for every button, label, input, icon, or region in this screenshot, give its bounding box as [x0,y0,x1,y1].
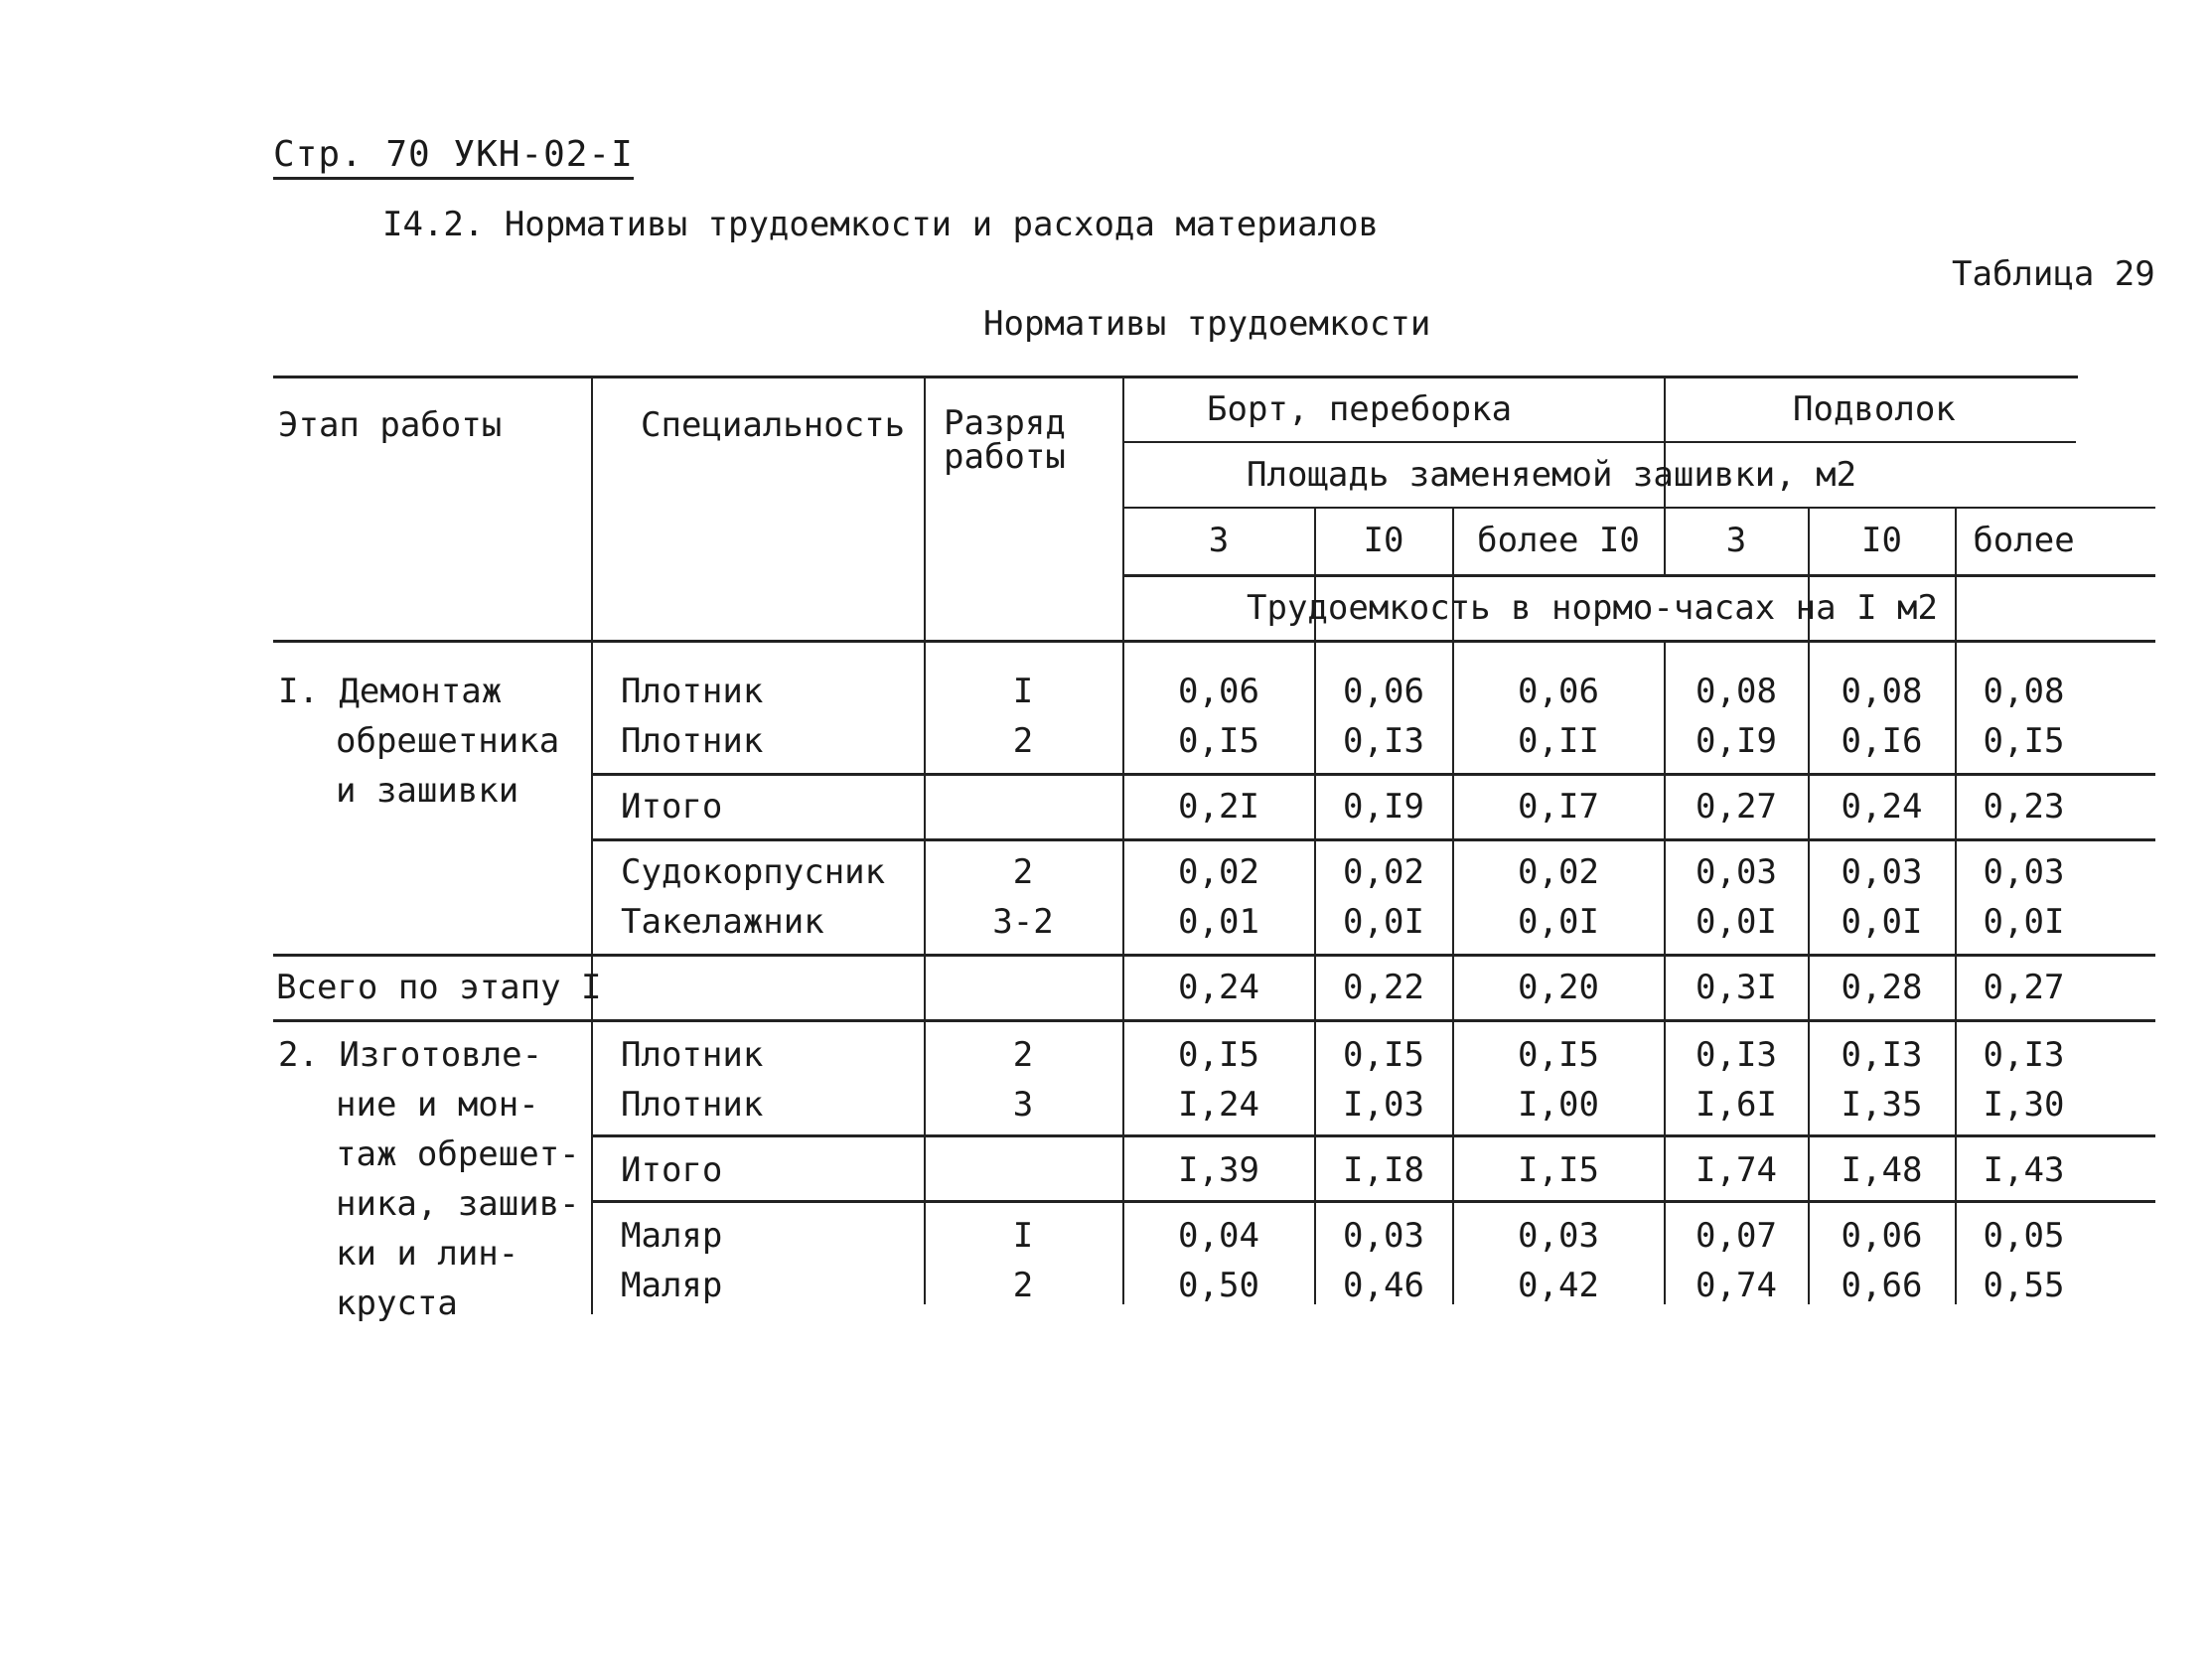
stage1-row1-specialty: Плотник [621,672,764,711]
stage1-row4-value: 0,0I [1518,902,1599,942]
table-number: Таблица 29 [1952,254,2155,294]
stage2-row2-grade: 3 [1012,1085,1034,1125]
stage1-row4-value: 0,0I [1343,902,1424,942]
stage2-row4-value: 0,74 [1696,1266,1777,1305]
header-stage: Этап работы [278,405,503,445]
stage2-row4-value: 0,46 [1343,1266,1424,1305]
stage1-total-value: 0,28 [1841,968,1923,1007]
stage1-row4-value: 0,0I [1841,902,1923,942]
stage1-row4-value: 0,0I [1983,902,2065,942]
stage2-label-line2: ние и мон- [336,1085,539,1125]
stage1-label-line2: обрешетника [336,721,560,761]
stage1-row2-value: 0,I3 [1343,721,1424,761]
header-grade-2: работы [944,437,1066,477]
stage1-row4-specialty: Такелажник [621,902,824,942]
stage1-label-line3: и зашивки [336,771,519,811]
stage1-itogo-value: 0,I9 [1343,787,1424,827]
stage2-row1-value: 0,I5 [1178,1035,1259,1075]
stage1-row3-value: 0,03 [1983,852,2065,892]
stage2-row4-value: 0,55 [1983,1266,2065,1305]
stage1-itogo-value: 0,27 [1696,787,1777,827]
stage2-row2-specialty: Плотник [621,1085,764,1125]
stage1-row3-specialty: Судокорпусник [621,852,886,892]
stage2-row1-grade: 2 [1012,1035,1034,1075]
stage2-row3-value: 0,07 [1696,1216,1777,1256]
header-size-2: I0 [1363,521,1404,560]
stage2-label-line4: ника, зашив- [336,1184,580,1224]
stage2-row3-value: 0,03 [1343,1216,1424,1256]
stage1-row1-value: 0,08 [1696,672,1777,711]
header-size-1: 3 [1208,521,1230,560]
header-area: Площадь заменяемой зашивки, м2 [1247,455,1857,495]
stage1-row2-value: 0,I9 [1696,721,1777,761]
table-caption: Нормативы трудоемкости [983,304,1431,344]
stage1-row2-value: 0,I5 [1983,721,2065,761]
header-unit: Трудоемкость в нормо-часах на I м2 [1247,588,1938,628]
stage1-itogo-value: 0,23 [1983,787,2065,827]
stage2-row3-value: 0,05 [1983,1216,2065,1256]
stage1-total-value: 0,3I [1696,968,1777,1007]
stage2-row2-value: I,03 [1343,1085,1424,1125]
stage1-itogo-value: 0,24 [1841,787,1923,827]
stage1-row3-value: 0,03 [1841,852,1923,892]
stage1-row3-value: 0,02 [1178,852,1259,892]
header-size-4: 3 [1725,521,1747,560]
stage1-row1-value: 0,06 [1178,672,1259,711]
stage2-itogo-value: I,I5 [1518,1150,1599,1190]
stage2-itogo-value: I,I8 [1343,1150,1424,1190]
stage1-total-label: Всего по этапу I [276,968,602,1007]
stage2-row2-value: I,30 [1983,1085,2065,1125]
stage1-row2-grade: 2 [1012,721,1034,761]
stage1-row3-grade: 2 [1012,852,1034,892]
stage1-row4-value: 0,01 [1178,902,1259,942]
stage2-row3-value: 0,03 [1518,1216,1599,1256]
stage2-row3-specialty: Маляр [621,1216,723,1256]
stage1-total-value: 0,22 [1343,968,1424,1007]
stage1-itogo-label: Итого [621,787,723,827]
section-title: I4.2. Нормативы трудоемкости и расхода материалов [382,205,1380,244]
stage1-row1-value: 0,08 [1983,672,2065,711]
stage1-row3-value: 0,02 [1518,852,1599,892]
stage1-total-value: 0,20 [1518,968,1599,1007]
stage1-row4-value: 0,0I [1696,902,1777,942]
stage2-label-line5: ки и лин- [336,1234,519,1274]
stage2-row4-value: 0,42 [1518,1266,1599,1305]
stage2-row1-value: 0,I3 [1841,1035,1923,1075]
stage1-row1-value: 0,06 [1518,672,1599,711]
stage1-row3-value: 0,03 [1696,852,1777,892]
stage2-row2-value: I,35 [1841,1085,1923,1125]
stage2-row3-value: 0,04 [1178,1216,1259,1256]
stage1-total-value: 0,24 [1178,968,1259,1007]
stage1-row3-value: 0,02 [1343,852,1424,892]
stage2-row1-value: 0,I3 [1696,1035,1777,1075]
stage2-row4-value: 0,66 [1841,1266,1923,1305]
header-specialty: Специальность [641,405,906,445]
stage2-label-line1: 2. Изготовле- [278,1035,543,1075]
stage2-itogo-value: I,48 [1841,1150,1923,1190]
stage1-row1-value: 0,06 [1343,672,1424,711]
page-reference: Стр. 70 УКН-02-I [273,135,634,180]
stage2-row1-specialty: Плотник [621,1035,764,1075]
header-grade-1: Разряд [944,403,1066,443]
stage2-row1-value: 0,I3 [1983,1035,2065,1075]
stage2-itogo-label: Итого [621,1150,723,1190]
stage2-row2-value: I,6I [1696,1085,1777,1125]
stage1-row4-grade: 3-2 [992,902,1054,942]
header-size-5: I0 [1861,521,1902,560]
stage2-row1-value: 0,I5 [1518,1035,1599,1075]
stage2-row2-value: I,24 [1178,1085,1259,1125]
stage1-itogo-value: 0,2I [1178,787,1259,827]
header-size-6: более [1973,521,2075,560]
stage2-label-line3: таж обрешет- [336,1134,580,1174]
stage2-row2-value: I,00 [1518,1085,1599,1125]
stage2-itogo-value: I,74 [1696,1150,1777,1190]
stage1-label-line1: I. Демонтаж [278,672,503,711]
header-group-podvolok: Подволок [1793,389,1956,429]
header-size-3: более I0 [1477,521,1640,560]
stage2-row3-value: 0,06 [1841,1216,1923,1256]
stage2-row4-specialty: Маляр [621,1266,723,1305]
stage1-row2-value: 0,I5 [1178,721,1259,761]
stage2-row4-value: 0,50 [1178,1266,1259,1305]
stage2-itogo-value: I,39 [1178,1150,1259,1190]
stage2-row1-value: 0,I5 [1343,1035,1424,1075]
stage1-itogo-value: 0,I7 [1518,787,1599,827]
stage2-row3-grade: I [1012,1216,1034,1256]
stage1-row2-value: 0,I6 [1841,721,1923,761]
stage2-itogo-value: I,43 [1983,1150,2065,1190]
header-group-bort: Борт, переборка [1207,389,1513,429]
stage1-row2-specialty: Плотник [621,721,764,761]
stage1-total-value: 0,27 [1983,968,2065,1007]
stage2-label-line6: круста [336,1283,458,1323]
stage1-row1-value: 0,08 [1841,672,1923,711]
stage1-row1-grade: I [1012,672,1034,711]
stage2-row4-grade: 2 [1012,1266,1034,1305]
stage1-row2-value: 0,II [1518,721,1599,761]
